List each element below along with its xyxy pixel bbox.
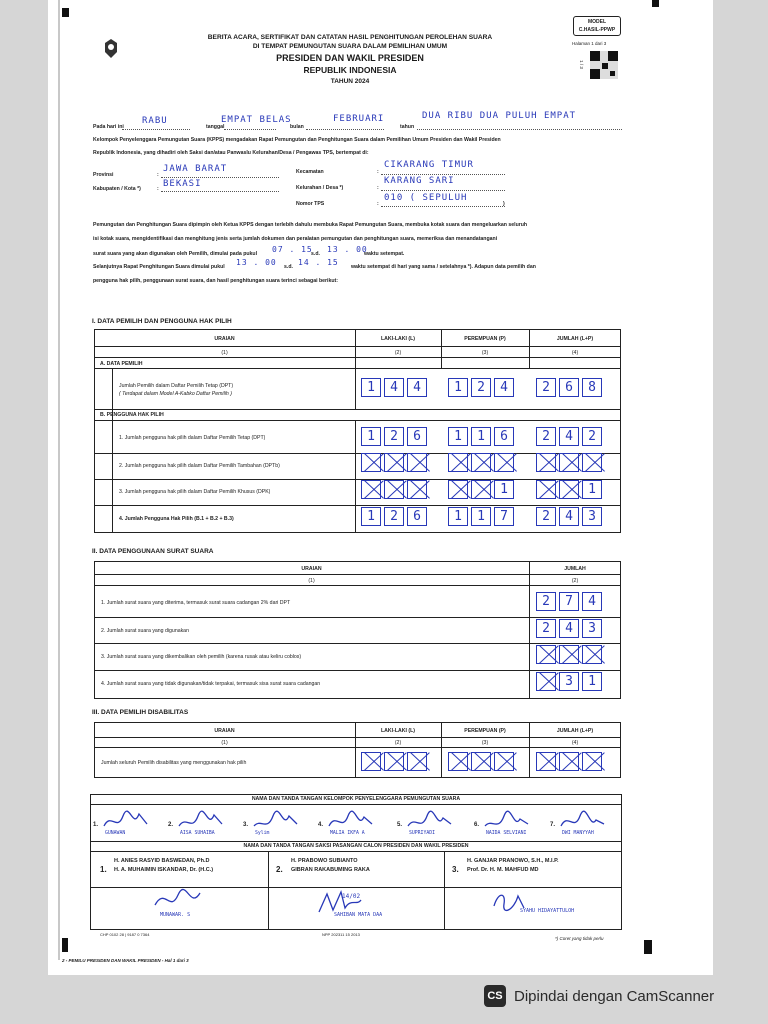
digit-box: 1 [448, 507, 468, 526]
digit-box-group [361, 507, 427, 526]
date-value: EMPAT BELAS [221, 115, 292, 125]
district-label: Kecamatan [296, 169, 324, 175]
kpps-member-number: 6. [474, 822, 480, 828]
tps-label: Nomor TPS [296, 201, 325, 207]
digit-box-group [361, 453, 427, 472]
corner-mark-bottom-left [62, 938, 68, 952]
digit-box [559, 752, 579, 771]
digit-box [559, 645, 579, 664]
day-value: RABU [142, 116, 168, 126]
kpps-title: NAMA DAN TANDA TANGAN KELOMPOK PENYELENGGARA PEMUNGUTAN SUARA [251, 796, 461, 802]
village-label: Kelurahan / Desa *) [296, 185, 344, 191]
digit-box: 1 [361, 378, 381, 397]
s3-col-total: JUMLAH (L+P) [556, 728, 594, 734]
time-count-end: 14 . 15 [298, 258, 339, 267]
saksi2-note: 14/02 [342, 893, 361, 900]
digit-box: 2 [536, 427, 556, 446]
digit-box [471, 752, 491, 771]
digit-box [582, 645, 602, 664]
digit-box [384, 752, 404, 771]
s3-row1: Jumlah seluruh Pemilih disabilitas yang menggunakan hak pilih [101, 760, 247, 766]
digit-box: 1 [582, 480, 602, 499]
body-line3a: surat suara yang akan digunakan oleh Pemilih, dimulai pada pukul [93, 251, 258, 257]
kpps-member-name: AISA SUHAIBA [180, 831, 215, 836]
digit-box: 4 [407, 378, 427, 397]
digit-box-group [536, 592, 602, 611]
corner-mark-top-right [652, 0, 659, 7]
s3-col-uraian: URAIAN [214, 728, 235, 734]
digit-box [536, 453, 556, 472]
digit-box: 4 [559, 427, 579, 446]
month-label: bulan [290, 124, 304, 130]
s2-row2: 2. Jumlah surat suara yang digunakan [101, 628, 189, 634]
digit-box [494, 453, 514, 472]
footer-bottom: 2 - PEMILU PRESIDEN DAN WAKIL PRESIDEN - Hal 1 dari 3 [62, 958, 189, 963]
footer-code-mid: NPP 202311 15 2013 [322, 932, 360, 937]
saksi2-num: 2. [276, 865, 283, 874]
digit-box-group [448, 480, 514, 499]
kpps-member-name: Sylim [255, 831, 270, 836]
digit-box [361, 453, 381, 472]
digit-box [361, 480, 381, 499]
digit-box [471, 453, 491, 472]
digit-box-group [448, 752, 514, 771]
model-code: C.HASIL-PPWP [578, 27, 616, 33]
s1-b-row3: 3. Jumlah pengguna hak pilih dalam Daftar Pemilih Khusus (DPK) [119, 489, 271, 495]
digit-box: 2 [582, 427, 602, 446]
s1-b-row4: 4. Jumlah Pengguna Hak Pilih (B.1 + B.2 + B.3) [119, 516, 234, 522]
section3-heading: III. DATA PEMILIH DISABILITAS [92, 709, 189, 716]
tps-value: 010 ( SEPULUH [384, 193, 468, 203]
s1-b-label: B. PENGGUNA HAK PILIH [100, 412, 164, 418]
kpps-member-number: 5. [397, 822, 403, 828]
time-start: 07 . 15 [272, 245, 313, 254]
digit-box: 2 [536, 378, 556, 397]
kpps-member-number: 2. [168, 822, 174, 828]
digit-box-group [536, 480, 602, 499]
s1-a-row1: Jumlah Pemilih dalam Daftar Pemilih Tetap (DPT) [119, 383, 234, 389]
digit-box [536, 672, 556, 691]
footer-code-left: CHP 0102 28 | 9187 0 7364 [100, 932, 150, 937]
section1-heading: I. DATA PEMILIH DAN PENGGUNA HAK PILIH [92, 318, 232, 325]
digit-box-group [361, 480, 427, 499]
digit-box: 2 [384, 507, 404, 526]
digit-box: 1 [448, 378, 468, 397]
digit-box: 6 [494, 427, 514, 446]
digit-box [384, 453, 404, 472]
district-value: CIKARANG TIMUR [384, 160, 474, 170]
digit-box: 1 [361, 427, 381, 446]
doc-title-line5: TAHUN 2024 [330, 78, 370, 85]
regency-label: Kabupaten / Kota *) [93, 186, 141, 192]
digit-box-group [448, 507, 514, 526]
digit-box: 4 [384, 378, 404, 397]
digit-box: 7 [559, 592, 579, 611]
saksi2-signature-name: SAHIBAN MATA DAA [334, 912, 383, 918]
saksi3-line2: Prof. Dr. H. M. MAHFUD MD [467, 867, 539, 873]
saksi-title: NAMA DAN TANDA TANGAN SAKSI PASANGAN CALON PRESIDEN DAN WAKIL PRESIDEN [243, 843, 469, 849]
digit-box-group [361, 752, 427, 771]
body-line2: isi kotak suara, mengidentifikasi dan menghitung jenis serta jumlah dokumen dan peralatan pemungutan dan penghitungan suara, memeriksa dan menandatangani [93, 236, 498, 242]
time-end: 13 . 00 [327, 245, 368, 254]
province-label: Provinsi [93, 172, 114, 178]
digit-box [361, 752, 381, 771]
intro-para2: Republik Indonesia, yang dihadiri oleh Saksi dan/atau Panwaslu Kelurahan/Desa / Pengawas TPS, bertempat di: [93, 150, 369, 156]
page-indicator: Halaman 1 dari 3 [572, 41, 607, 46]
digit-box [559, 480, 579, 499]
doc-title-line3: PRESIDEN DAN WAKIL PRESIDEN [276, 53, 424, 63]
qr-code [590, 51, 618, 79]
digit-box [494, 752, 514, 771]
time-count-start: 13 . 00 [236, 258, 277, 267]
province-value: JAWA BARAT [163, 164, 228, 174]
digit-box-group [536, 619, 602, 638]
digit-box: 6 [407, 427, 427, 446]
s2-col-uraian: URAIAN [301, 566, 322, 572]
kpps-member-name: DWI MANYYAH [562, 831, 594, 836]
digit-box: 3 [559, 672, 579, 691]
kpps-member-number: 1. [93, 822, 99, 828]
page-edge-shadow [58, 0, 60, 960]
s1-col-uraian: URAIAN [214, 336, 235, 342]
saksi3-signature-name: SYAHU HIDAYATTULOH [520, 908, 575, 914]
digit-box-group [536, 752, 602, 771]
footnote: *) Coret yang tidak perlu [555, 936, 604, 941]
kpps-member-number: 4. [318, 822, 324, 828]
digit-box [448, 453, 468, 472]
saksi3-num: 3. [452, 865, 459, 874]
time-sd-1: s.d. [311, 251, 320, 257]
section2-heading: II. DATA PENGGUNAAN SURAT SUARA [92, 548, 214, 555]
digit-box: 6 [559, 378, 579, 397]
digit-box [407, 752, 427, 771]
body-line4b: waktu setempat di hari yang sama / setelahnya *). Adapun data pemilih dan [351, 264, 536, 270]
digit-box: 4 [559, 619, 579, 638]
s3-col-female: PEREMPUAN (P) [464, 728, 506, 734]
model-box [573, 16, 621, 36]
saksi2-line2: GIBRAN RAKABUMING RAKA [291, 867, 370, 873]
digit-box [384, 480, 404, 499]
village-value: KARANG SARI [384, 176, 455, 186]
digit-box-group [536, 427, 602, 446]
digit-box [407, 453, 427, 472]
digit-box: 8 [582, 378, 602, 397]
digit-box: 1 [582, 672, 602, 691]
s2-row4: 4. Jumlah surat suara yang tidak digunakan/tidak terpakai, termasuk sisa surat suara cadangan [101, 681, 321, 687]
s1-a-row1b: ( Terdapat dalam Model A-Kabko Daftar Pemilih ) [119, 391, 232, 397]
s2-row1: 1. Jumlah surat suara yang diterima, termasuk surat suara cadangan 2% dari DPT [101, 600, 291, 606]
corner-mark-bottom-right [644, 940, 652, 954]
digit-box: 3 [582, 619, 602, 638]
model-label: MODEL [587, 19, 607, 25]
digit-box [559, 453, 579, 472]
digit-box-group [536, 672, 602, 691]
digit-box-group [448, 378, 514, 397]
digit-box: 2 [536, 592, 556, 611]
doc-title-line4: REPUBLIK INDONESIA [303, 65, 397, 75]
digit-box-group [361, 427, 427, 446]
kpps-member-name: NAIDA SELVIANI [486, 831, 527, 836]
saksi1-signature-name: MUNAWAR. S [160, 912, 191, 918]
digit-box-group [536, 453, 602, 472]
s1-col-female: PEREMPUAN (P) [464, 336, 506, 342]
digit-box: 4 [494, 378, 514, 397]
body-line5: pengguna hak pilih, penggunaan surat suara, dan hasil penghitungan suara terinci sebagai berikut: [93, 278, 339, 284]
digit-box: 2 [536, 507, 556, 526]
saksi3-line1: H. GANJAR PRANOWO, S.H., M.I.P. [467, 858, 559, 864]
digit-box [471, 480, 491, 499]
body-line1: Pemungutan dan Penghitungan Suara dipimpin oleh Ketua KPPS dengan terlebih dahulu membuka Rapat Pemungutan Suara, membuka kotak suara dan mengeluarkan seluruh [93, 222, 528, 228]
digit-box [407, 480, 427, 499]
digit-box: 3 [582, 507, 602, 526]
digit-box: 2 [471, 378, 491, 397]
month-value: FEBRUARI [333, 114, 385, 124]
s1-b-row2: 2. Jumlah pengguna hak pilih dalam Daftar Pemilih Tambahan (DPTb) [119, 463, 280, 469]
kpps-member-name: SUPRIYADI [409, 831, 435, 836]
tps-close: ) [503, 201, 505, 207]
s1-b-row1: 1. Jumlah pengguna hak pilih dalam Daftar Pemilih Tetap (DPT) [119, 435, 266, 441]
s2-col-total: JUMLAH [564, 566, 586, 572]
corner-mark-top-left [62, 8, 69, 17]
saksi1-line2: H. A. MUHAIMIN ISKANDAR, Dr. (H.C.) [114, 867, 214, 873]
digit-box [582, 453, 602, 472]
doc-title-line2: DI TEMPAT PEMUNGUTAN SUARA DALAM PEMILIHAN UMUM [252, 43, 448, 50]
digit-box-group [536, 645, 602, 664]
s3-col-male: LAKI-LAKI (L) [381, 728, 415, 734]
digit-box [536, 752, 556, 771]
digit-box: 2 [536, 619, 556, 638]
day-label: Pada hari ini [93, 124, 124, 130]
kpu-emblem-icon [103, 38, 119, 60]
digit-box: 2 [384, 427, 404, 446]
digit-box: 1 [471, 427, 491, 446]
digit-box-group [361, 378, 427, 397]
body-line3b: waktu setempat. [364, 251, 405, 257]
kpps-member-number: 3. [243, 822, 249, 828]
year-label: tahun [400, 124, 415, 130]
camscanner-watermark [484, 985, 714, 1007]
digit-box [448, 752, 468, 771]
intro-para1: Kelompok Penyelenggara Pemungutan Suara (KPPS) mengadakan Rapat Pemungutan dan Penghitungan Suara dalam Pemilihan Umum Presiden dan Wakil Presiden [93, 137, 501, 143]
digit-box-group [448, 427, 514, 446]
digit-box: 4 [582, 592, 602, 611]
digit-box: 1 [448, 427, 468, 446]
digit-box-group [536, 378, 602, 397]
digit-box: 4 [559, 507, 579, 526]
digit-box: 7 [494, 507, 514, 526]
doc-title-line1: BERITA ACARA, SERTIFIKAT DAN CATATAN HASIL PENGHITUNGAN PEROLEHAN SUARA [207, 34, 493, 41]
digit-box: 1 [494, 480, 514, 499]
saksi1-signature [150, 885, 210, 915]
qr-side-text: 1 / 3 [578, 60, 584, 69]
digit-box [448, 480, 468, 499]
saksi1-line1: H. ANIES RASYID BASWEDAN, Ph.D [114, 858, 210, 864]
saksi1-num: 1. [100, 865, 107, 874]
s1-a-label: A. DATA PEMILIH [100, 361, 143, 367]
kpps-member-name: GUNAWAN [105, 831, 126, 836]
kpps-member-name: MALIA IKFA A [330, 831, 365, 836]
digit-box-group [448, 453, 514, 472]
date-label: tanggal [206, 124, 225, 130]
s1-col-male: LAKI-LAKI (L) [381, 336, 415, 342]
digit-box-group [536, 507, 602, 526]
digit-box [536, 645, 556, 664]
regency-value: BEKASI [163, 179, 202, 189]
digit-box [536, 480, 556, 499]
digit-box: 6 [407, 507, 427, 526]
digit-box: 1 [471, 507, 491, 526]
saksi2-line1: H. PRABOWO SUBIANTO [291, 858, 358, 864]
digit-box [582, 752, 602, 771]
camscanner-text: Dipindai dengan CamScanner [514, 987, 715, 1005]
s2-row3: 3. Jumlah surat suara yang dikembalikan oleh pemilih (karena rusak atau keliru coblos) [101, 654, 302, 660]
year-value: DUA RIBU DUA PULUH EMPAT [422, 111, 577, 121]
s1-col-total: JUMLAH (L+P) [556, 336, 594, 342]
kpps-member-number: 7. [550, 822, 556, 828]
digit-box: 1 [361, 507, 381, 526]
time-sd-2: s.d. [284, 264, 293, 270]
body-line4a: Selanjutnya Rapat Penghitungan Suara dimulai pukul [93, 264, 225, 270]
camscanner-logo-icon: CS [484, 985, 506, 1007]
